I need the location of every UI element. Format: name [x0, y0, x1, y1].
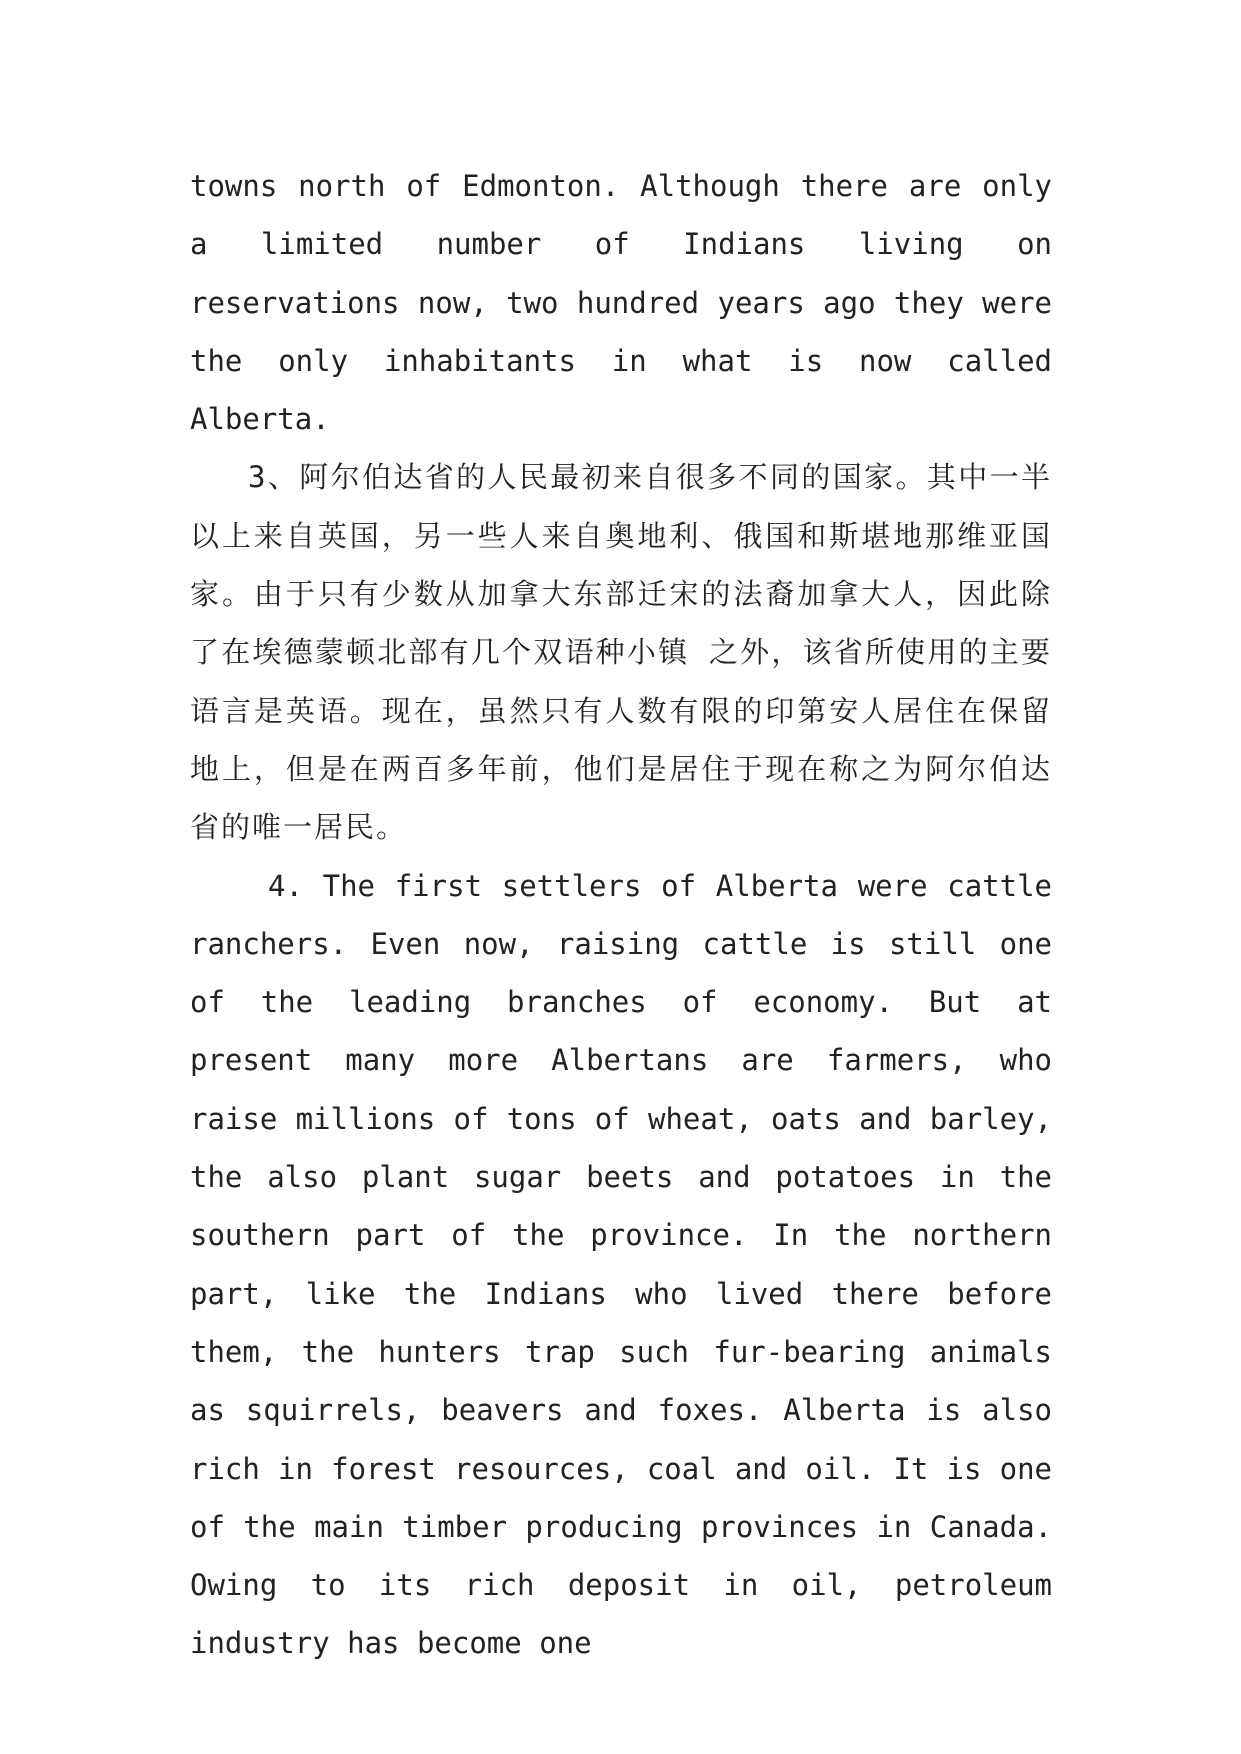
paragraph-english-continuation: towns north of Edmonton. Although there are only a limited number of Indians living on reservations now, two hundred years ago they were the only inhabitants in what is now called Alberta.: [190, 169, 1052, 437]
paragraph-chinese-3: 3、阿尔伯达省的人民最初来自很多不同的国家。其中一半以上来自英国，另一些人来自奥地利、俄国和斯堪地那维亚国家。由于只有少数从加拿大东部迁宋的法裔加拿大人，因此除了在埃德蒙顿北部有几个双语种小镇 之外，该省所使用的主要语言是英语。现在，虽然只有人数有限的印第安人居住在保留地上，但是在两百多年前，他们是居住于现在称之为阿尔伯达省的唯一居民。: [190, 460, 1052, 845]
paragraph-english-4: 4. The first settlers of Alberta were cattle ranchers. Even now, raising cattle is still one of the leading branches of economy. But at present many more Albertans are farmers, who raise millions of tons of wheat, oats and barley, the also plant sugar beets and potatoes in the southern part of the province. In the northern part, like the Indians who lived there before them, the hunters trap such fur-bearing animals as squirrels, beavers and foxes. Alberta is also rich in forest resources, coal and oil. It is one of the main timber producing provinces in Canada. Owing to its rich deposit in oil, petroleum industry has become one: [190, 868, 1052, 1661]
document-body: [190, 157, 1052, 1673]
